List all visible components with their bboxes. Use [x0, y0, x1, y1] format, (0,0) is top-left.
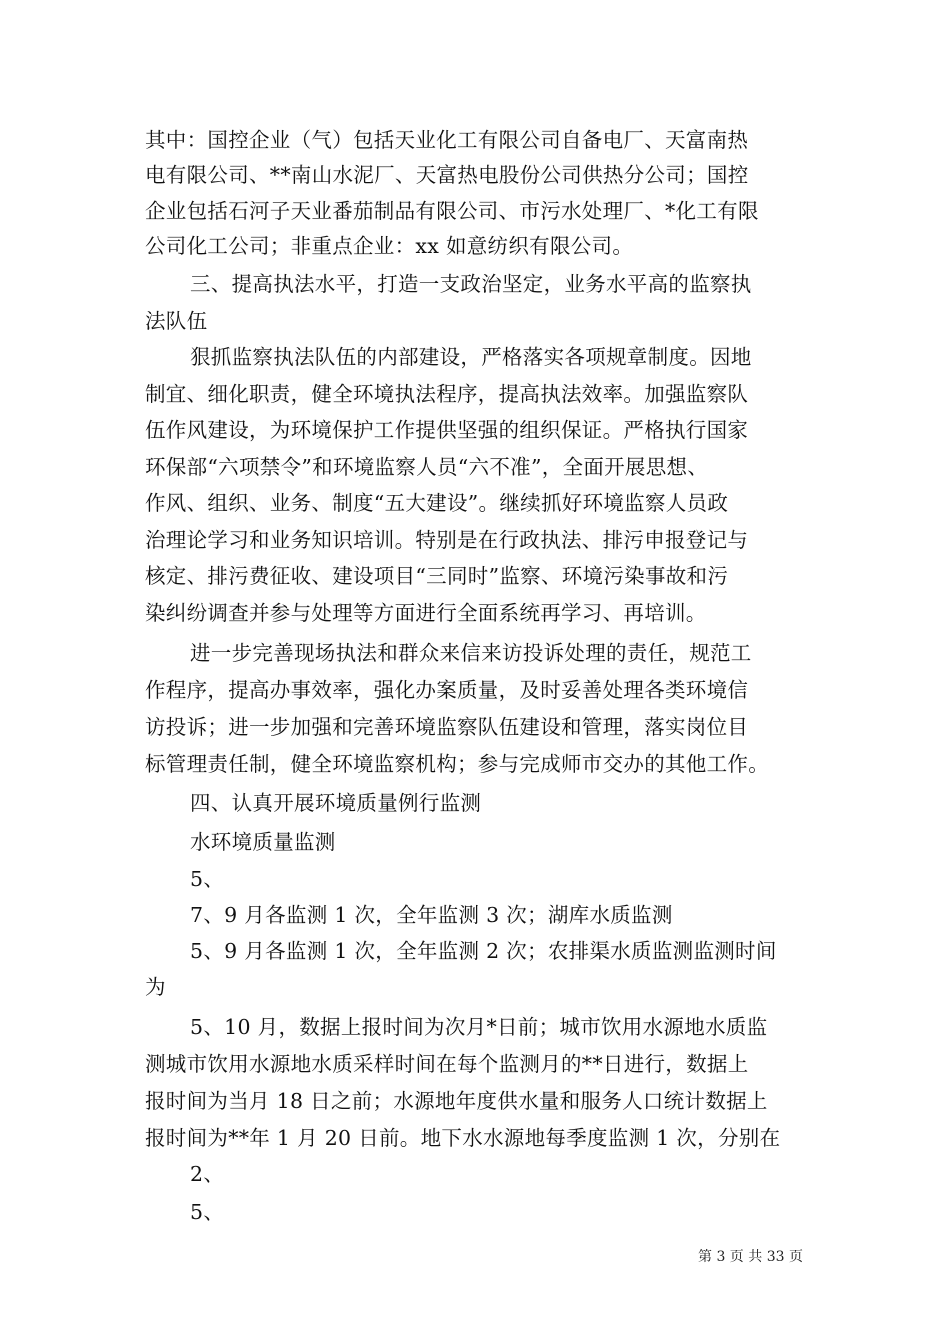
text-line: 环保部“六项禁令”和环境监察人员“六不准”，全面开展思想、: [145, 455, 709, 479]
section-heading: 四、认真开展环境质量例行监测: [190, 791, 482, 815]
text-line: 5、: [190, 867, 225, 891]
text-line: 其中：国控企业（气）包括天业化工有限公司自备电厂、天富南热: [145, 128, 749, 152]
text-line: 5、9 月各监测 1 次，全年监测 2 次；农排渠水质监测监测时间: [190, 939, 777, 963]
text-line: 报时间为当月 18 日之前；水源地年度供水量和服务人口统计数据上: [145, 1089, 768, 1113]
text-line: 访投诉；进一步加强和完善环境监察队伍建设和管理，落实岗位目: [145, 715, 749, 739]
text-line: 测城市饮用水源地水质采样时间在每个监测月的**日进行，数据上: [145, 1052, 749, 1076]
text-line: 法队伍: [145, 309, 208, 333]
section-heading: 三、提高执法水平，打造一支政治坚定，业务水平高的监察执: [190, 272, 752, 296]
text-line: 为: [145, 975, 166, 999]
text-line: 5、10 月，数据上报时间为次月*日前；城市饮用水源地水质监: [190, 1015, 768, 1039]
text-line: 7、9 月各监测 1 次，全年监测 3 次；湖库水质监测: [190, 903, 673, 927]
text-line: 作程序，提高办事效率，强化办案质量，及时妥善处理各类环境信: [145, 678, 749, 702]
text-line: 狠抓监察执法队伍的内部建设，严格落实各项规章制度。因地: [190, 345, 752, 369]
page-number: 第 3 页 共 33 页: [698, 1249, 803, 1265]
subheading: 水环境质量监测: [190, 830, 336, 854]
text-line: 治理论学习和业务知识培训。特别是在行政执法、排污申报登记与: [145, 528, 749, 552]
text-line: 制宜、细化职责，健全环境执法程序，提高执法效率。加强监察队: [145, 382, 749, 406]
text-line: 2、: [190, 1162, 225, 1186]
text-line: 5、: [190, 1200, 225, 1224]
text-line: 伍作风建设，为环境保护工作提供坚强的组织保证。严格执行国家: [145, 418, 749, 442]
text-line: 报时间为**年 1 月 20 日前。地下水水源地每季度监测 1 次，分别在: [145, 1126, 781, 1150]
text-line: 公司化工公司；非重点企业：xx 如意纺织有限公司。: [145, 234, 634, 258]
text-line: 作风、组织、业务、制度“五大建设”。继续抓好环境监察人员政: [145, 491, 729, 515]
text-line: 电有限公司、**南山水泥厂、天富热电股份公司供热分公司；国控: [145, 163, 749, 187]
text-line: 标管理责任制，健全环境监察机构；参与完成师市交办的其他工作。: [145, 752, 769, 776]
text-line: 企业包括石河子天业番茄制品有限公司、市污水处理厂、*化工有限: [145, 199, 759, 223]
text-line: 染纠纷调查并参与处理等方面进行全面系统再学习、再培训。: [145, 601, 707, 625]
text-line: 进一步完善现场执法和群众来信来访投诉处理的责任，规范工: [190, 641, 752, 665]
text-line: 核定、排污费征收、建设项目“三同时”监察、环境污染事故和污: [145, 564, 729, 588]
